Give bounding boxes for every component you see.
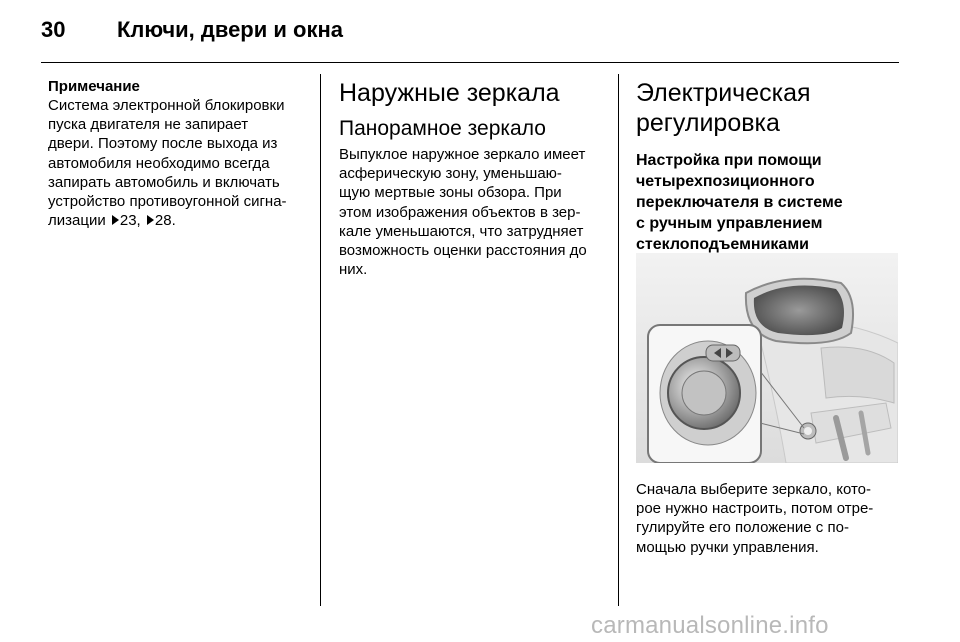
body-line: Выпуклое наружное зеркало имеет: [339, 146, 586, 163]
subheading-line: переключателя в системе: [636, 194, 843, 211]
body-line: возможность оценки расстояния до: [339, 242, 587, 260]
note-line-3: двери. Поэтому после выхода из: [48, 135, 278, 153]
note-line-6: устройство противоугонной сигна-: [48, 193, 287, 211]
mirror-switch-icon: [636, 253, 898, 463]
page-title: Ключи, двери и окна: [117, 17, 343, 42]
exterior-mirrors-column: [339, 78, 605, 279]
body-line: щую мертвые зоны обзора. При: [339, 184, 562, 202]
body-line: этом изображения объектов в зер-: [339, 203, 581, 221]
note-line-4: автомобиля необходимо всегда: [48, 154, 270, 172]
page-reference-arrow-icon: [112, 215, 119, 225]
column-divider-2: [618, 74, 619, 606]
electric-adjustment-column: [636, 78, 904, 255]
watermark: carmanualsonline.info: [591, 612, 829, 639]
column-divider-1: [320, 74, 321, 606]
heading-line: регулировка: [636, 109, 780, 137]
body-text: [339, 145, 605, 279]
subsection-heading: Панорамное зеркало: [339, 117, 546, 140]
illustration-caption: [636, 480, 904, 557]
header-rule: [41, 62, 899, 63]
section-heading: Наружные зеркала: [339, 79, 560, 107]
caption-line: Сначала выберите зеркало, кото-: [636, 481, 872, 498]
body-line: них.: [339, 261, 368, 279]
body-line: кале уменьшаются, что затрудняет: [339, 222, 584, 240]
note-text: [48, 96, 310, 230]
heading-line: Электрическая: [636, 79, 811, 107]
mirror-switch-illustration: [636, 253, 898, 463]
subheading-line: с ручным управлением: [636, 215, 823, 232]
subsection-heading: [636, 150, 904, 255]
caption-line: мощью ручки управления.: [636, 538, 819, 556]
section-heading: [636, 78, 904, 138]
caption-line: гулируйте его положение с по-: [636, 519, 849, 537]
note-line-1: Система электронной блокировки: [48, 97, 285, 114]
note-line-7: лизации: [48, 212, 106, 230]
subheading-line: стеклоподъемниками: [636, 236, 809, 253]
note-title: Примечание: [48, 78, 140, 95]
page-reference-link[interactable]: 23,: [119, 212, 141, 230]
subheading-line: четырехпозиционного: [636, 173, 815, 190]
caption-line: рое нужно настроить, потом отре-: [636, 500, 874, 518]
page-number: 30: [41, 17, 66, 42]
note-line-2: пуска двигателя не запирает: [48, 116, 249, 134]
subheading-line: Настройка при помощи: [636, 152, 822, 169]
body-line: асферическую зону, уменьшаю-: [339, 165, 562, 183]
page-reference-link[interactable]: 28.: [154, 212, 176, 230]
note-line-5: запирать автомобиль и включать: [48, 173, 280, 191]
note-column: [48, 78, 310, 230]
page-reference-arrow-icon: [147, 215, 154, 225]
